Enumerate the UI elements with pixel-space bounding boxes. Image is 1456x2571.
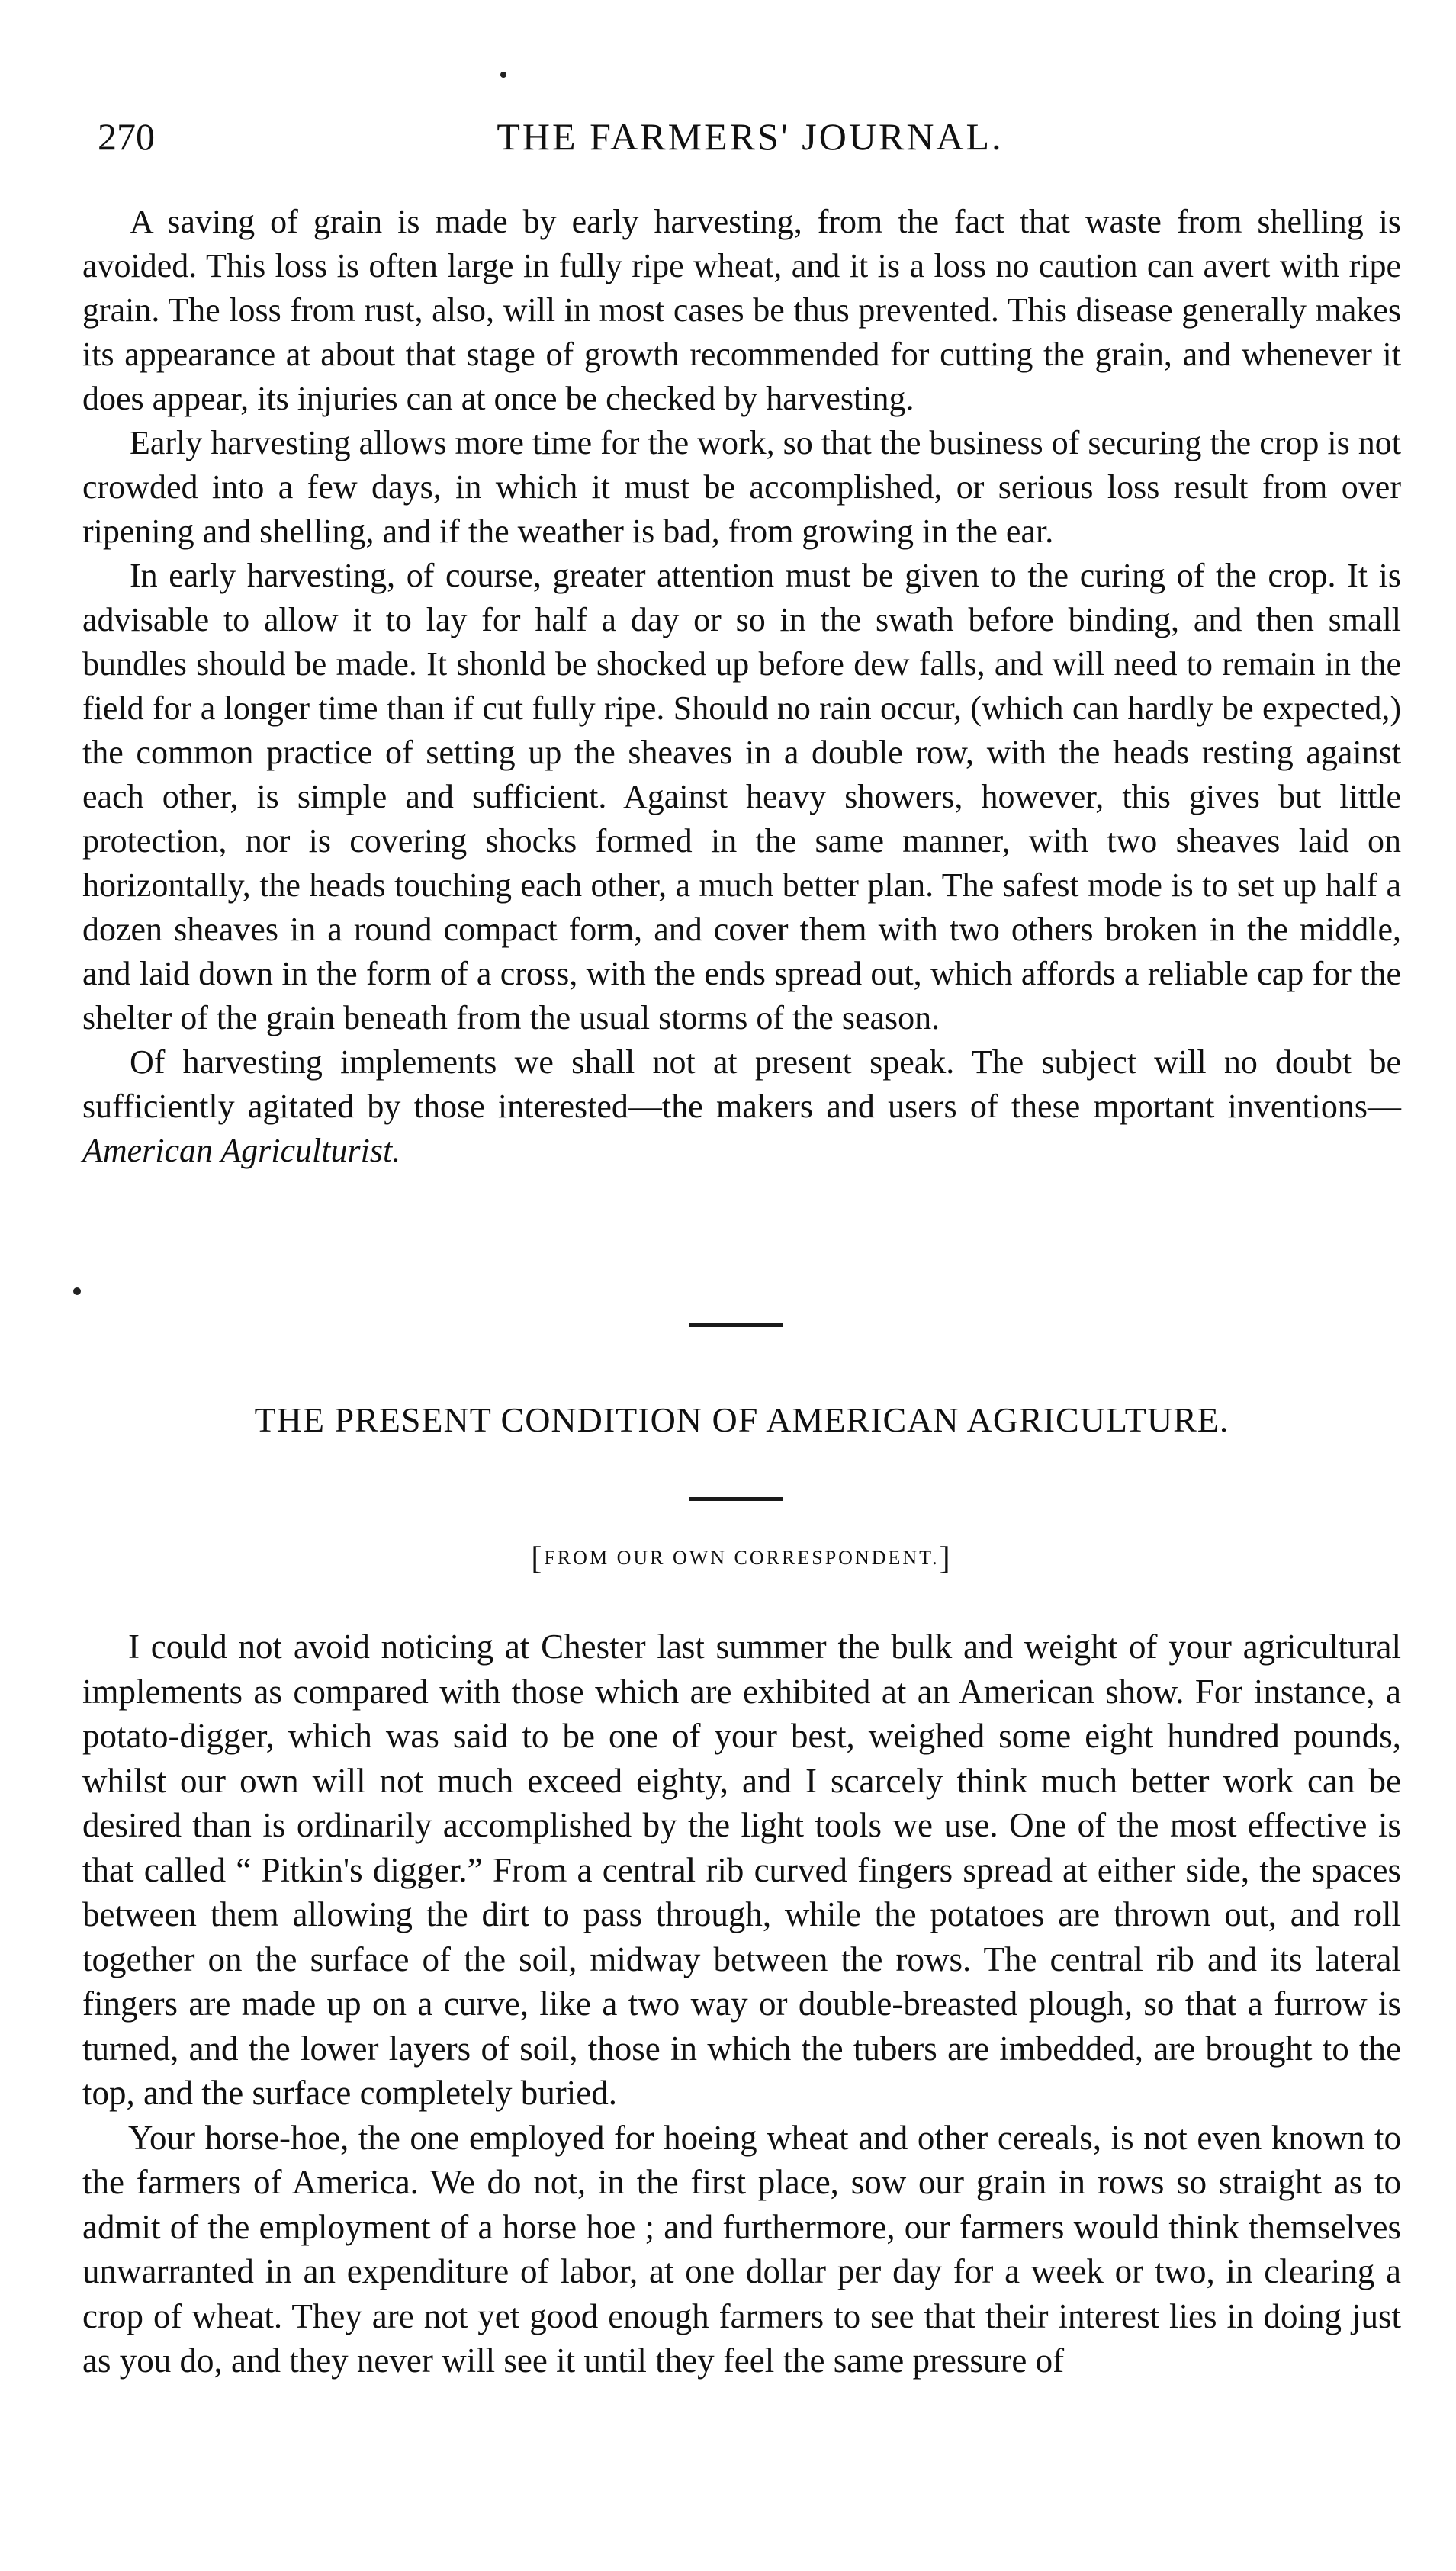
article-title: THE PRESENT CONDITION OF AMERICAN AGRICULTURE. xyxy=(254,1400,1229,1439)
ink-speck xyxy=(500,72,506,78)
byline-text: FROM OUR OWN CORRESPONDENT. xyxy=(544,1547,940,1569)
byline xyxy=(82,1541,1401,1577)
page-header xyxy=(98,114,1403,168)
paragraph: Early harvesting allows more time for the work, so that the business of securing the crop is not crowded into a few days, in which it must be accomplished, or serious loss result from over ripening and shelling, and if the weather is bad, from growing in the ear. xyxy=(82,424,1401,550)
paragraph: I could not avoid noticing at Chester last summer the bulk and weight of your agricultural implements as compared with those which are exhibited at an American show. For instance, a potato-digger, which was said to be one of your best, weighed some eight hundred pounds, whilst our own will not much exceed eighty, and I scarcely think much better work can be desired than is ordinarily accomplished by the light tools we use. One of the most effective is that called “ Pitkin's digger.” From a central rib curved fingers spread at either side, the spaces between them allowing the dirt to pass through, while the potatoes are thrown out, and roll together on the surface of the soil, midway between the rows. The central rib and its lateral fingers are made up on a curve, like a two way or double-breasted plough, so that a furrow is turned, and the lower layers of soil, those in which the tubers are imbedded, are brought to the top, and the surface completely buried. xyxy=(82,1628,1401,2112)
section-divider xyxy=(689,1497,783,1501)
running-title: THE FARMERS' JOURNAL. xyxy=(497,115,1004,158)
paragraph: A saving of grain is made by early harvesting, from the fact that waste from shelling is avoided. This loss is often large in fully ripe wheat, and it is a loss no caution can avert with ripe grain. The loss from rust, also, will in most cases be thus prevented. This disease generally makes its appearance at about that stage of growth recommended for cutting the grain, and whenever it does appear, its injuries can at once be checked by harvesting. xyxy=(82,203,1401,417)
closing-paragraph xyxy=(82,1040,1401,1173)
page-number: 270 xyxy=(98,115,155,158)
attribution: American Agriculturist. xyxy=(82,1132,401,1169)
byline-open-bracket: [ xyxy=(531,1541,545,1576)
article-harvesting xyxy=(82,200,1401,1173)
article-american-agriculture xyxy=(82,1625,1401,2383)
byline-close-bracket: ] xyxy=(939,1541,953,1576)
closing-text: Of harvesting implements we shall not at present speak. The subject will no doubt be sufficiently agitated by those interested—the makers and users of these mportant inventions— xyxy=(82,1043,1401,1125)
paragraph: Your horse-hoe, the one employed for hoeing wheat and other cereals, is not even known to the farmers of America. We do not, in the first place, sow our grain in rows so straight as to admit of the employment of a horse hoe ; and furthermore, our farmers would think themselves unwarranted in an expenditure of labor, at one dollar per day for a week or two, in clearing a crop of wheat. They are not yet good enough farmers to see that their interest lies in doing just as you do, and they never will see it until they feel the same pressure of xyxy=(82,2118,1401,2380)
paragraph: In early harvesting, of course, greater attention must be given to the curing of the crop. It is advisable to allow it to lay for half a day or so in the swath before binding, and then small bundles should be made. It shonld be shocked up before dew falls, and will need to remain in the field for a longer time than if cut fully ripe. Should no rain occur, (which can hardly be expected,) the common practice of setting up the sheaves in a double row, with the heads resting against each other, is simple and sufficient. Against heavy showers, however, this gives but little protection, nor is covering shocks formed in the same manner, with two sheaves laid on horizontally, the heads touching each other, a much better plan. The safest mode is to set up half a dozen sheaves in a round compact form, and cover them with two others broken in the middle, and laid down in the form of a cross, with the ends spread out, which affords a reliable cap for the shelter of the grain beneath from the usual storms of the season. xyxy=(82,557,1401,1036)
section-divider xyxy=(689,1323,783,1327)
ink-speck xyxy=(73,1287,81,1295)
